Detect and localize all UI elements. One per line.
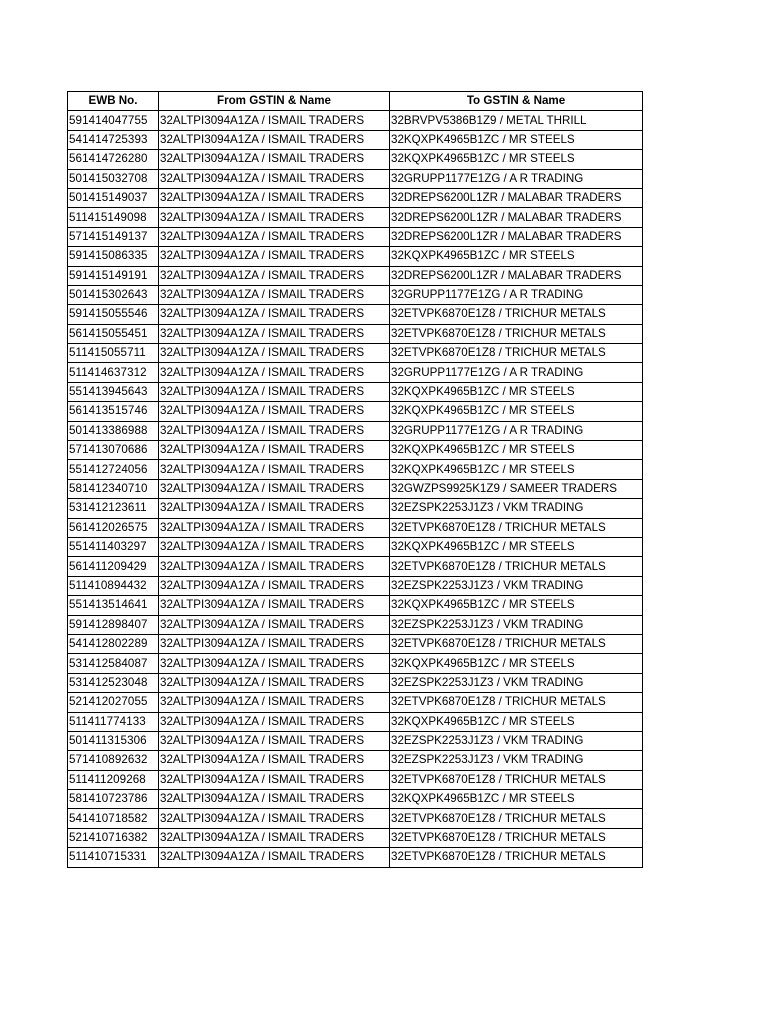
ewb-no-cell: 541412802289 — [68, 634, 159, 653]
to-gstin-name-cell: 32GRUPP1177E1ZG / A R TRADING — [390, 363, 643, 382]
ewb-no-cell: 551412724056 — [68, 460, 159, 479]
table-row — [68, 731, 643, 750]
table-row — [68, 751, 643, 770]
ewb-no-cell: 531412123611 — [68, 499, 159, 518]
ewb-no-cell: 511410894432 — [68, 576, 159, 595]
ewb-sheet — [67, 91, 643, 868]
to-gstin-name-cell: 32KQXPK4965B1ZC / MR STEELS — [390, 247, 643, 266]
table-row — [68, 324, 643, 343]
from-gstin-name-cell: 32ALTPI3094A1ZA / ISMAIL TRADERS — [159, 557, 390, 576]
from-gstin-name-cell: 32ALTPI3094A1ZA / ISMAIL TRADERS — [159, 421, 390, 440]
table-row — [68, 848, 643, 867]
table-row — [68, 363, 643, 382]
table-row — [68, 790, 643, 809]
ewb-no-cell: 581410723786 — [68, 790, 159, 809]
from-gstin-name-cell: 32ALTPI3094A1ZA / ISMAIL TRADERS — [159, 285, 390, 304]
ewb-no-cell: 511415055711 — [68, 344, 159, 363]
table-row — [68, 130, 643, 149]
table-row — [68, 537, 643, 556]
to-gstin-name-cell: 32EZSPK2253J1Z3 / VKM TRADING — [390, 499, 643, 518]
from-gstin-name-cell: 32ALTPI3094A1ZA / ISMAIL TRADERS — [159, 460, 390, 479]
from-gstin-name-cell: 32ALTPI3094A1ZA / ISMAIL TRADERS — [159, 828, 390, 847]
from-gstin-name-cell: 32ALTPI3094A1ZA / ISMAIL TRADERS — [159, 596, 390, 615]
from-gstin-name-cell: 32ALTPI3094A1ZA / ISMAIL TRADERS — [159, 479, 390, 498]
to-gstin-name-cell: 32KQXPK4965B1ZC / MR STEELS — [390, 402, 643, 421]
to-gstin-name-cell: 32KQXPK4965B1ZC / MR STEELS — [390, 654, 643, 673]
ewb-no-cell: 581412340710 — [68, 479, 159, 498]
to-gstin-name-cell: 32GRUPP1177E1ZG / A R TRADING — [390, 421, 643, 440]
from-gstin-name-cell: 32ALTPI3094A1ZA / ISMAIL TRADERS — [159, 363, 390, 382]
to-gstin-name-cell: 32ETVPK6870E1Z8 / TRICHUR METALS — [390, 828, 643, 847]
to-gstin-name-cell: 32ETVPK6870E1Z8 / TRICHUR METALS — [390, 344, 643, 363]
ewb-no-cell: 591415055546 — [68, 305, 159, 324]
ewb-no-cell: 551413514641 — [68, 596, 159, 615]
to-gstin-name-cell: 32KQXPK4965B1ZC / MR STEELS — [390, 596, 643, 615]
header-ewb-no: EWB No. — [68, 92, 159, 111]
from-gstin-name-cell: 32ALTPI3094A1ZA / ISMAIL TRADERS — [159, 712, 390, 731]
to-gstin-name-cell: 32ETVPK6870E1Z8 / TRICHUR METALS — [390, 634, 643, 653]
to-gstin-name-cell: 32EZSPK2253J1Z3 / VKM TRADING — [390, 673, 643, 692]
to-gstin-name-cell: 32ETVPK6870E1Z8 / TRICHUR METALS — [390, 305, 643, 324]
ewb-no-cell: 551413945643 — [68, 382, 159, 401]
ewb-no-cell: 501413386988 — [68, 421, 159, 440]
from-gstin-name-cell: 32ALTPI3094A1ZA / ISMAIL TRADERS — [159, 169, 390, 188]
ewb-no-cell: 531412523048 — [68, 673, 159, 692]
from-gstin-name-cell: 32ALTPI3094A1ZA / ISMAIL TRADERS — [159, 615, 390, 634]
table-row — [68, 596, 643, 615]
ewb-no-cell: 591415149191 — [68, 266, 159, 285]
ewb-table — [67, 91, 643, 868]
to-gstin-name-cell: 32ETVPK6870E1Z8 / TRICHUR METALS — [390, 848, 643, 867]
table-row — [68, 673, 643, 692]
ewb-no-cell: 501411315306 — [68, 731, 159, 750]
to-gstin-name-cell: 32ETVPK6870E1Z8 / TRICHUR METALS — [390, 518, 643, 537]
ewb-no-cell: 511414637312 — [68, 363, 159, 382]
to-gstin-name-cell: 32EZSPK2253J1Z3 / VKM TRADING — [390, 576, 643, 595]
table-row — [68, 402, 643, 421]
ewb-no-cell: 571410892632 — [68, 751, 159, 770]
ewb-no-cell: 521412027055 — [68, 693, 159, 712]
table-row — [68, 518, 643, 537]
table-row — [68, 188, 643, 207]
ewb-no-cell: 511410715331 — [68, 848, 159, 867]
from-gstin-name-cell: 32ALTPI3094A1ZA / ISMAIL TRADERS — [159, 247, 390, 266]
to-gstin-name-cell: 32DREPS6200L1ZR / MALABAR TRADERS — [390, 208, 643, 227]
to-gstin-name-cell: 32KQXPK4965B1ZC / MR STEELS — [390, 537, 643, 556]
table-row — [68, 344, 643, 363]
ewb-no-cell: 561411209429 — [68, 557, 159, 576]
from-gstin-name-cell: 32ALTPI3094A1ZA / ISMAIL TRADERS — [159, 208, 390, 227]
table-row — [68, 479, 643, 498]
ewb-no-cell: 551411403297 — [68, 537, 159, 556]
from-gstin-name-cell: 32ALTPI3094A1ZA / ISMAIL TRADERS — [159, 499, 390, 518]
ewb-no-cell: 521410716382 — [68, 828, 159, 847]
ewb-no-cell: 541414725393 — [68, 130, 159, 149]
from-gstin-name-cell: 32ALTPI3094A1ZA / ISMAIL TRADERS — [159, 305, 390, 324]
table-row — [68, 809, 643, 828]
to-gstin-name-cell: 32GRUPP1177E1ZG / A R TRADING — [390, 169, 643, 188]
from-gstin-name-cell: 32ALTPI3094A1ZA / ISMAIL TRADERS — [159, 848, 390, 867]
from-gstin-name-cell: 32ALTPI3094A1ZA / ISMAIL TRADERS — [159, 188, 390, 207]
ewb-no-cell: 591414047755 — [68, 111, 159, 130]
table-row — [68, 654, 643, 673]
table-row — [68, 634, 643, 653]
table-row — [68, 712, 643, 731]
table-row — [68, 770, 643, 789]
to-gstin-name-cell: 32KQXPK4965B1ZC / MR STEELS — [390, 441, 643, 460]
ewb-no-cell: 501415032708 — [68, 169, 159, 188]
from-gstin-name-cell: 32ALTPI3094A1ZA / ISMAIL TRADERS — [159, 227, 390, 246]
from-gstin-name-cell: 32ALTPI3094A1ZA / ISMAIL TRADERS — [159, 402, 390, 421]
to-gstin-name-cell: 32KQXPK4965B1ZC / MR STEELS — [390, 382, 643, 401]
table-row — [68, 247, 643, 266]
from-gstin-name-cell: 32ALTPI3094A1ZA / ISMAIL TRADERS — [159, 324, 390, 343]
to-gstin-name-cell: 32KQXPK4965B1ZC / MR STEELS — [390, 150, 643, 169]
to-gstin-name-cell: 32ETVPK6870E1Z8 / TRICHUR METALS — [390, 557, 643, 576]
to-gstin-name-cell: 32ETVPK6870E1Z8 / TRICHUR METALS — [390, 693, 643, 712]
from-gstin-name-cell: 32ALTPI3094A1ZA / ISMAIL TRADERS — [159, 518, 390, 537]
ewb-no-cell: 501415302643 — [68, 285, 159, 304]
from-gstin-name-cell: 32ALTPI3094A1ZA / ISMAIL TRADERS — [159, 654, 390, 673]
table-row — [68, 576, 643, 595]
ewb-no-cell: 571415149137 — [68, 227, 159, 246]
to-gstin-name-cell: 32KQXPK4965B1ZC / MR STEELS — [390, 460, 643, 479]
from-gstin-name-cell: 32ALTPI3094A1ZA / ISMAIL TRADERS — [159, 441, 390, 460]
to-gstin-name-cell: 32GRUPP1177E1ZG / A R TRADING — [390, 285, 643, 304]
from-gstin-name-cell: 32ALTPI3094A1ZA / ISMAIL TRADERS — [159, 809, 390, 828]
from-gstin-name-cell: 32ALTPI3094A1ZA / ISMAIL TRADERS — [159, 150, 390, 169]
ewb-no-cell: 561415055451 — [68, 324, 159, 343]
ewb-no-cell: 561414726280 — [68, 150, 159, 169]
header-from-gstin-name: From GSTIN & Name — [159, 92, 390, 111]
to-gstin-name-cell: 32EZSPK2253J1Z3 / VKM TRADING — [390, 615, 643, 634]
to-gstin-name-cell: 32GWZPS9925K1Z9 / SAMEER TRADERS — [390, 479, 643, 498]
from-gstin-name-cell: 32ALTPI3094A1ZA / ISMAIL TRADERS — [159, 770, 390, 789]
table-row — [68, 208, 643, 227]
table-row — [68, 169, 643, 188]
ewb-no-cell: 571413070686 — [68, 441, 159, 460]
to-gstin-name-cell: 32KQXPK4965B1ZC / MR STEELS — [390, 790, 643, 809]
from-gstin-name-cell: 32ALTPI3094A1ZA / ISMAIL TRADERS — [159, 266, 390, 285]
ewb-no-cell: 541410718582 — [68, 809, 159, 828]
table-row — [68, 499, 643, 518]
table-row — [68, 557, 643, 576]
to-gstin-name-cell: 32DREPS6200L1ZR / MALABAR TRADERS — [390, 188, 643, 207]
table-row — [68, 615, 643, 634]
to-gstin-name-cell: 32KQXPK4965B1ZC / MR STEELS — [390, 130, 643, 149]
ewb-no-cell: 511415149098 — [68, 208, 159, 227]
ewb-no-cell: 561413515746 — [68, 402, 159, 421]
table-row — [68, 305, 643, 324]
table-row — [68, 285, 643, 304]
table-row — [68, 828, 643, 847]
from-gstin-name-cell: 32ALTPI3094A1ZA / ISMAIL TRADERS — [159, 673, 390, 692]
table-row — [68, 266, 643, 285]
from-gstin-name-cell: 32ALTPI3094A1ZA / ISMAIL TRADERS — [159, 576, 390, 595]
to-gstin-name-cell: 32BRVPV5386B1Z9 / METAL THRILL — [390, 111, 643, 130]
table-row — [68, 460, 643, 479]
from-gstin-name-cell: 32ALTPI3094A1ZA / ISMAIL TRADERS — [159, 537, 390, 556]
header-to-gstin-name: To GSTIN & Name — [390, 92, 643, 111]
table-row — [68, 382, 643, 401]
from-gstin-name-cell: 32ALTPI3094A1ZA / ISMAIL TRADERS — [159, 693, 390, 712]
ewb-no-cell: 501415149037 — [68, 188, 159, 207]
from-gstin-name-cell: 32ALTPI3094A1ZA / ISMAIL TRADERS — [159, 130, 390, 149]
to-gstin-name-cell: 32EZSPK2253J1Z3 / VKM TRADING — [390, 751, 643, 770]
ewb-no-cell: 591415086335 — [68, 247, 159, 266]
ewb-no-cell: 511411774133 — [68, 712, 159, 731]
to-gstin-name-cell: 32DREPS6200L1ZR / MALABAR TRADERS — [390, 227, 643, 246]
to-gstin-name-cell: 32DREPS6200L1ZR / MALABAR TRADERS — [390, 266, 643, 285]
to-gstin-name-cell: 32KQXPK4965B1ZC / MR STEELS — [390, 712, 643, 731]
table-body — [68, 111, 643, 867]
table-row — [68, 693, 643, 712]
to-gstin-name-cell: 32EZSPK2253J1Z3 / VKM TRADING — [390, 731, 643, 750]
ewb-no-cell: 531412584087 — [68, 654, 159, 673]
from-gstin-name-cell: 32ALTPI3094A1ZA / ISMAIL TRADERS — [159, 634, 390, 653]
table-row — [68, 227, 643, 246]
from-gstin-name-cell: 32ALTPI3094A1ZA / ISMAIL TRADERS — [159, 731, 390, 750]
table-row — [68, 441, 643, 460]
from-gstin-name-cell: 32ALTPI3094A1ZA / ISMAIL TRADERS — [159, 382, 390, 401]
table-row — [68, 421, 643, 440]
from-gstin-name-cell: 32ALTPI3094A1ZA / ISMAIL TRADERS — [159, 344, 390, 363]
from-gstin-name-cell: 32ALTPI3094A1ZA / ISMAIL TRADERS — [159, 790, 390, 809]
ewb-no-cell: 511411209268 — [68, 770, 159, 789]
header-row — [68, 92, 643, 111]
from-gstin-name-cell: 32ALTPI3094A1ZA / ISMAIL TRADERS — [159, 111, 390, 130]
from-gstin-name-cell: 32ALTPI3094A1ZA / ISMAIL TRADERS — [159, 751, 390, 770]
table-row — [68, 150, 643, 169]
ewb-no-cell: 591412898407 — [68, 615, 159, 634]
ewb-no-cell: 561412026575 — [68, 518, 159, 537]
to-gstin-name-cell: 32ETVPK6870E1Z8 / TRICHUR METALS — [390, 324, 643, 343]
to-gstin-name-cell: 32ETVPK6870E1Z8 / TRICHUR METALS — [390, 809, 643, 828]
table-row — [68, 111, 643, 130]
to-gstin-name-cell: 32ETVPK6870E1Z8 / TRICHUR METALS — [390, 770, 643, 789]
